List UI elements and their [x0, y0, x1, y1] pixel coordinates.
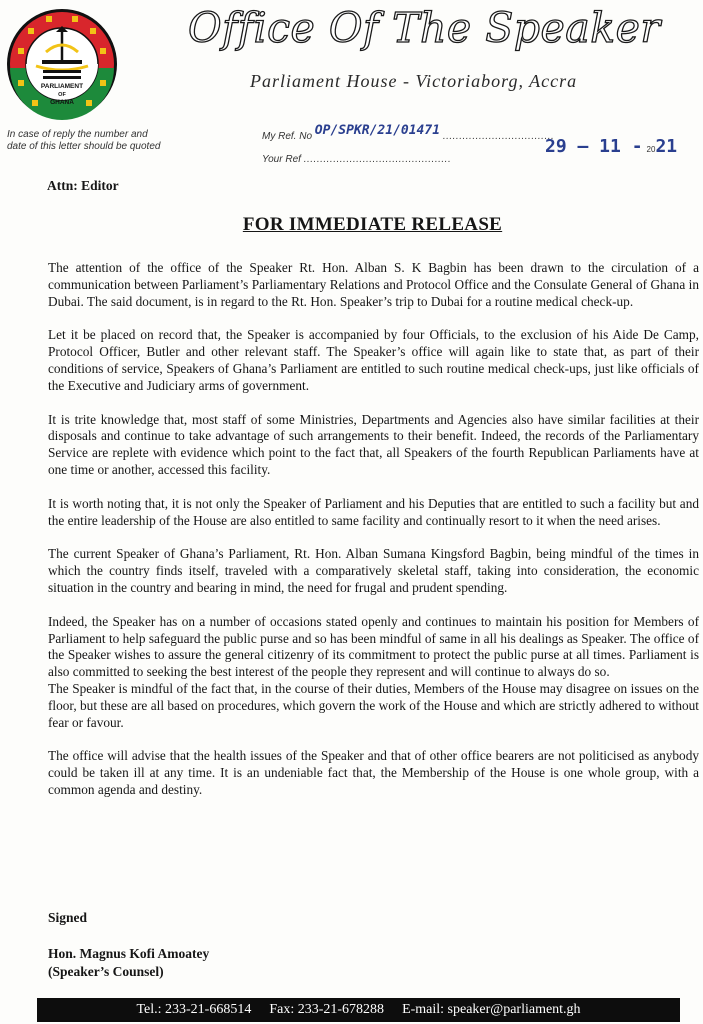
contact-footer-bar: [37, 998, 680, 1022]
footer-fax: Fax: 233-21-678288: [269, 1002, 385, 1017]
letterhead-address: Parliament House - Victoriaborg, Accra: [250, 71, 578, 91]
body-paragraph: It is worth noting that, it is not only the Speaker of Parliament and his Deputies that are entitled to such a facility but and the entire leadership of the House are also entitled to same facility and continually resort to it when the need arises.: [48, 495, 699, 528]
your-ref-label: Your Ref: [262, 154, 301, 165]
letter-date: [545, 136, 677, 157]
signed-label: Signed: [48, 910, 88, 925]
letterhead-title: Office Of The Speaker: [188, 4, 661, 52]
svg-text:PARLIAMENT: PARLIAMENT: [40, 83, 84, 90]
body-paragraph: Let it be placed on record that, the Speaker is accompanied by four Officials, to the exclusion of his Aide De Camp, Protocol Officer, Butler and other relevant staff. The Speaker’s office will again like to state that, as part of their conditions of service, Speakers of Ghana’s Parliament are entitled to such routine medical check-ups, just like officials of the Executive and Judiciary arms of government.: [48, 327, 699, 393]
svg-text:OF: OF: [58, 92, 66, 98]
body-paragraph: The current Speaker of Ghana’s Parliament, Rt. Hon. Alban Sumana Kingsford Bagbin, being mindful of the times in which the country finds itself, traveled with a comparatively skeletal staff, taking into consideration, the economic situation in the country and bearing in mind, the need for frugal and prudent spending.: [48, 546, 699, 595]
signatory-name: Hon. Magnus Kofi Amoatey: [48, 946, 210, 961]
release-heading: FOR IMMEDIATE RELEASE: [242, 214, 503, 235]
body-paragraph: The attention of the office of the Speaker Rt. Hon. Alban S. K Bagbin has been drawn to the circulation of a communication between Parliament’s Parliamentary Relations and Protocol Office and the Consulate General of Ghana in Dubai. The said document, is in regard to the Rt. Hon. Speaker’s trip to Dubai for a routine medical check-up.: [48, 260, 699, 309]
footer-telephone: Tel.: 233-21-668514: [136, 1002, 252, 1017]
footer-email: E-mail: speaker@parliament.gh: [402, 1002, 581, 1017]
my-ref-value: OP/SPKR/21/01471: [314, 123, 441, 138]
reply-instruction-note: In case of reply the number and date of this letter should be quoted: [7, 129, 161, 152]
body-paragraph: The Speaker is mindful of the fact that, in the course of their duties, Members of the House may disagree on issues on the floor, but these are all based on procedures, which govern the work of the House and which are strictly adhered to without fear or favour.: [48, 680, 699, 730]
date-year-suffix: 21: [655, 136, 678, 157]
your-ref-row: Your Ref .............................................: [262, 154, 452, 165]
body-paragraph: The office will advise that the health issues of the Speaker and that of other office bearers are not politicised as anybody could be taken ill at any time. It is an undeniable fact that, the Membership of the House is one whole group, with a common agenda and destiny.: [48, 748, 699, 797]
body-paragraph: It is trite knowledge that, most staff of some Ministries, Departments and Agencies also have similar facilities at their disposals and continue to take advantage of such arrangements to their benefit. Indeed, the records of the Parliamentary Service are replete with evidence which point to the fact that, all Speakers of the fourth Republican Parliaments have at one time or another, accessed this facility.: [48, 411, 699, 477]
date-day-month: 29 — 11 -: [545, 136, 643, 157]
body-paragraph: Indeed, the Speaker has on a number of occasions stated openly and continues to maintain his position for Members of Parliament to help safeguard the public purse and so has been mindful of same in all his dealings as Speaker. The office of the Speaker wishes to assure the general citizenry of its commitment to protect the public purse at all times. Parliament is also committed to seeking the best interest of the people they represent and will continue to always do so.: [48, 613, 699, 680]
svg-text:GHANA: GHANA: [50, 99, 74, 106]
my-ref-label: My Ref. No: [262, 131, 313, 142]
signatory-title: (Speaker’s Counsel): [48, 964, 164, 979]
my-ref-row: My Ref. No OP/SPKR/21/01471 ..................................: [262, 123, 555, 142]
date-year-prefix: 20: [646, 145, 656, 154]
attention-line: Attn: Editor: [47, 178, 119, 193]
release-body: [48, 260, 699, 816]
parliament-seal-logo: [6, 8, 118, 120]
